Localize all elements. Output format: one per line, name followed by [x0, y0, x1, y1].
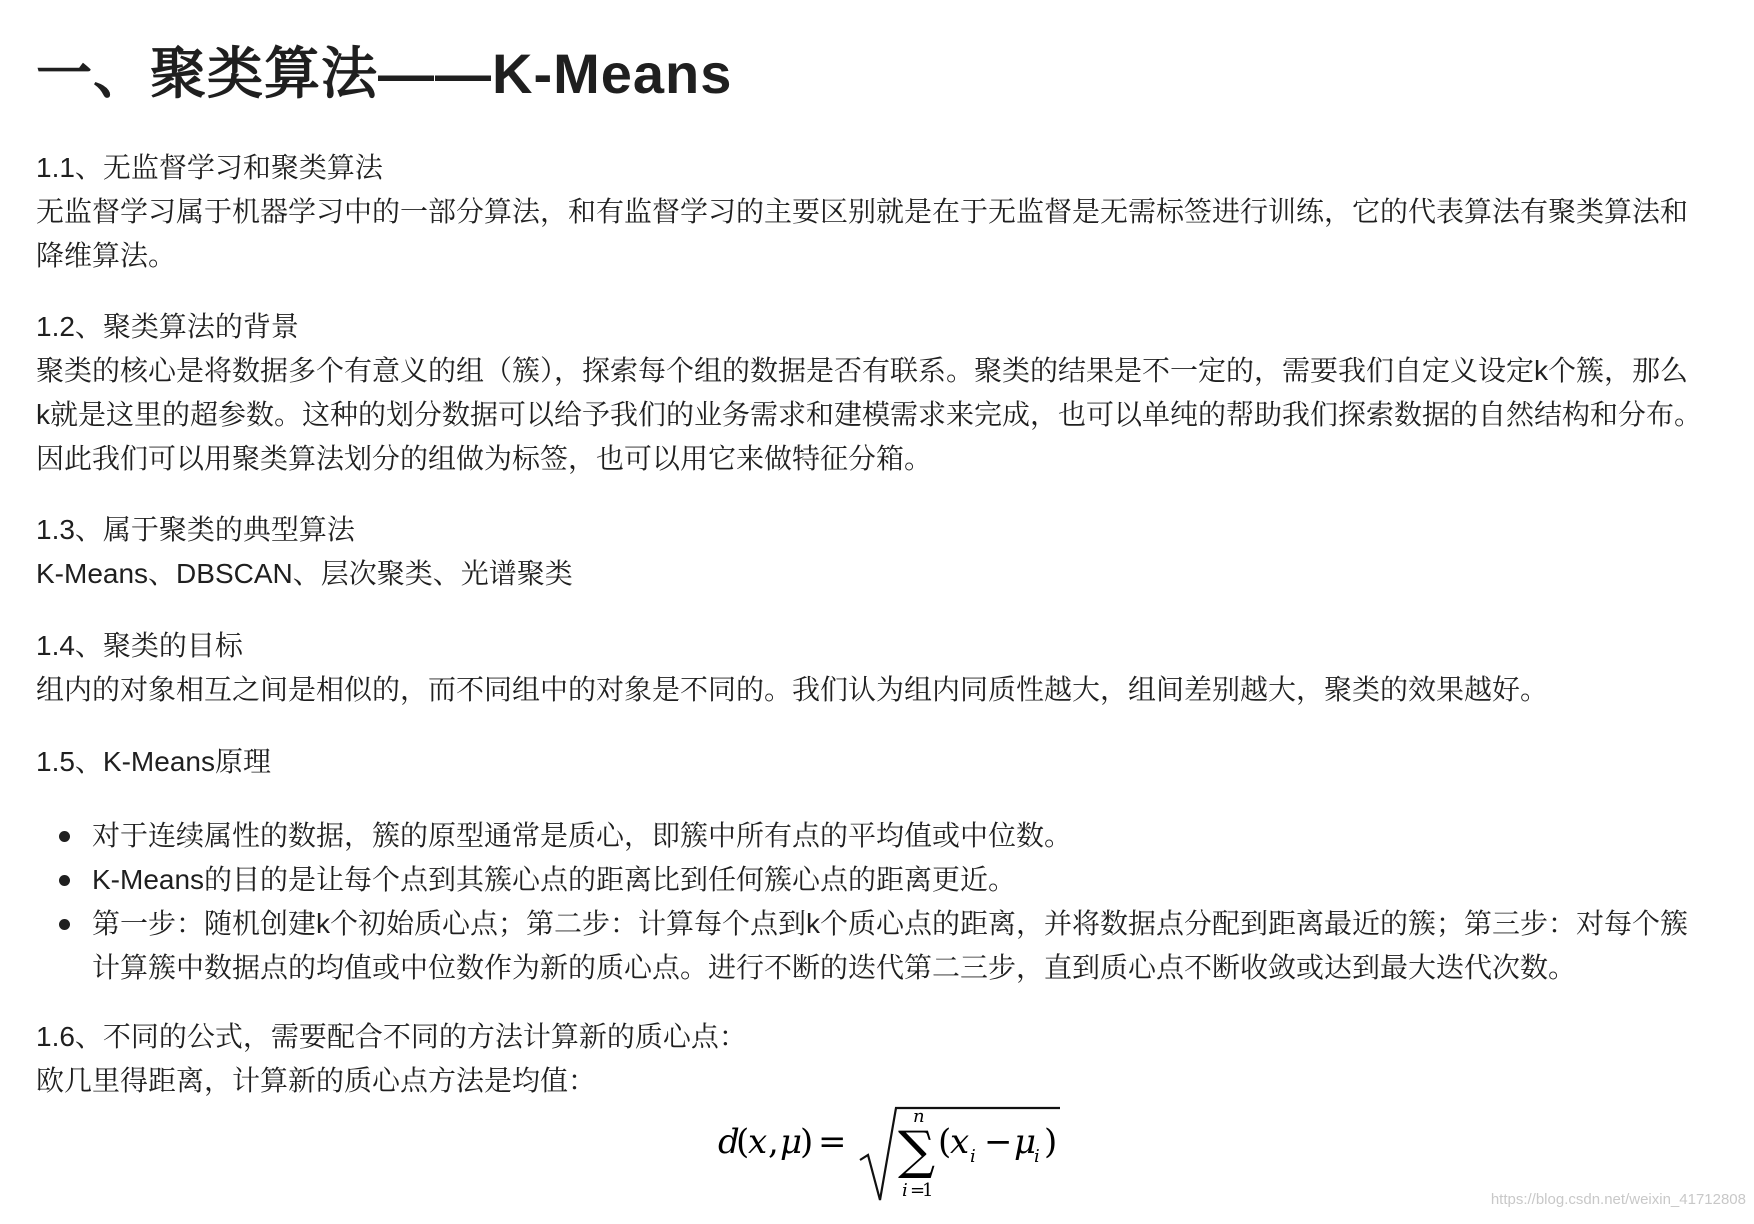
formula-comma: , [768, 1122, 779, 1162]
formula-minus: − [984, 1122, 1013, 1162]
formula-paren: ) [800, 1122, 814, 1162]
formula-term-mu: μ [1014, 1122, 1037, 1162]
section-heading: 1.5、K-Means原理 [36, 746, 271, 777]
section-heading: 1.3、属于聚类的典型算法 [36, 514, 355, 545]
bullet-dot-icon [59, 831, 70, 842]
list-item-text: K-Means的目的是让每个点到其簇心点的距离比到任何簇心点的距离更近。 [92, 864, 1017, 895]
formula-lhs-mu: μ [780, 1122, 803, 1162]
bullet-dot-icon [59, 875, 70, 886]
paragraph-line: 因此我们可以用聚类算法划分的组做为标签，也可以用它来做特征分箱。 [36, 443, 933, 474]
euclidean-distance-formula [718, 1100, 1068, 1216]
paragraph-line: K-Means、DBSCAN、层次聚类、光谱聚类 [36, 558, 573, 589]
page-title: 一、聚类算法——K-Means [36, 42, 733, 105]
paragraph-line: k就是这里的超参数。这种的划分数据可以给予我们的业务需求和建模需求来完成，也可以单纯的帮助我们探索数据的自然结构和分布。 [36, 399, 1703, 430]
bullet-list [36, 814, 1736, 990]
formula-lhs-fn: d [718, 1122, 740, 1162]
section-heading: 1.6、不同的公式，需要配合不同的方法计算新的质心点： [36, 1021, 747, 1052]
section-1-4 [36, 624, 1736, 712]
sum-lower-val: 1 [922, 1180, 934, 1201]
section-heading: 1.2、聚类算法的背景 [36, 311, 299, 342]
formula-paren: ) [1044, 1122, 1058, 1162]
sum-upper-limit: n [913, 1106, 925, 1127]
section-1-6 [36, 1015, 1736, 1103]
section-1-5 [36, 740, 1736, 990]
list-item-text: 计算簇中数据点的均值或中位数作为新的质心点。进行不断的迭代第二三步，直到质心点不断收敛或达到最大迭代次数。 [92, 952, 1577, 983]
paragraph-line: 无监督学习属于机器学习中的一部分算法，和有监督学习的主要区别就是在于无监督是无需标签进行训练，它的代表算法有聚类算法和 [36, 196, 1689, 227]
paragraph-line: 聚类的核心是将数据多个有意义的组（簇），探索每个组的数据是否有联系。聚类的结果是不一定的，需要我们自定义设定k个簇，那么 [36, 355, 1689, 386]
formula-paren: ( [736, 1122, 750, 1162]
formula-sub: i [970, 1146, 976, 1167]
sum-lower-eq: = [910, 1180, 926, 1201]
paragraph-line: 组内的对象相互之间是相似的，而不同组中的对象是不同的。我们认为组内同质性越大，组间差别越大，聚类的效果越好。 [36, 674, 1549, 705]
formula-equals: = [818, 1122, 847, 1162]
paragraph-line: 降维算法。 [36, 240, 177, 271]
formula-term-x: x [950, 1122, 970, 1162]
formula-lhs-x: x [748, 1122, 768, 1162]
list-item-text: 第一步：随机创建k个初始质心点；第二步：计算每个点到k个质心点的距离，并将数据点分配到距离最近的簇；第三步：对每个簇 [92, 908, 1689, 939]
list-item-text: 对于连续属性的数据，簇的原型通常是质心，即簇中所有点的平均值或中位数。 [92, 820, 1073, 851]
watermark: https://blog.csdn.net/weixin_41712808 [1490, 1191, 1746, 1208]
sum-lower-var: i [902, 1180, 908, 1201]
section-heading: 1.1、无监督学习和聚类算法 [36, 152, 383, 183]
list-item [36, 902, 1736, 990]
formula-svg [718, 1100, 1068, 1212]
formula-paren: ( [938, 1122, 952, 1162]
paragraph-line: 欧几里得距离，计算新的质心点方法是均值： [36, 1065, 597, 1096]
section-heading: 1.4、聚类的目标 [36, 630, 243, 661]
bullet-dot-icon [59, 919, 70, 930]
list-item [36, 858, 1736, 902]
formula-sub: i [1034, 1146, 1040, 1167]
section-1-3 [36, 508, 1736, 596]
summation-icon: ∑ [898, 1121, 936, 1181]
section-1-1 [36, 146, 1736, 278]
section-1-2 [36, 305, 1736, 481]
list-item [36, 814, 1736, 858]
